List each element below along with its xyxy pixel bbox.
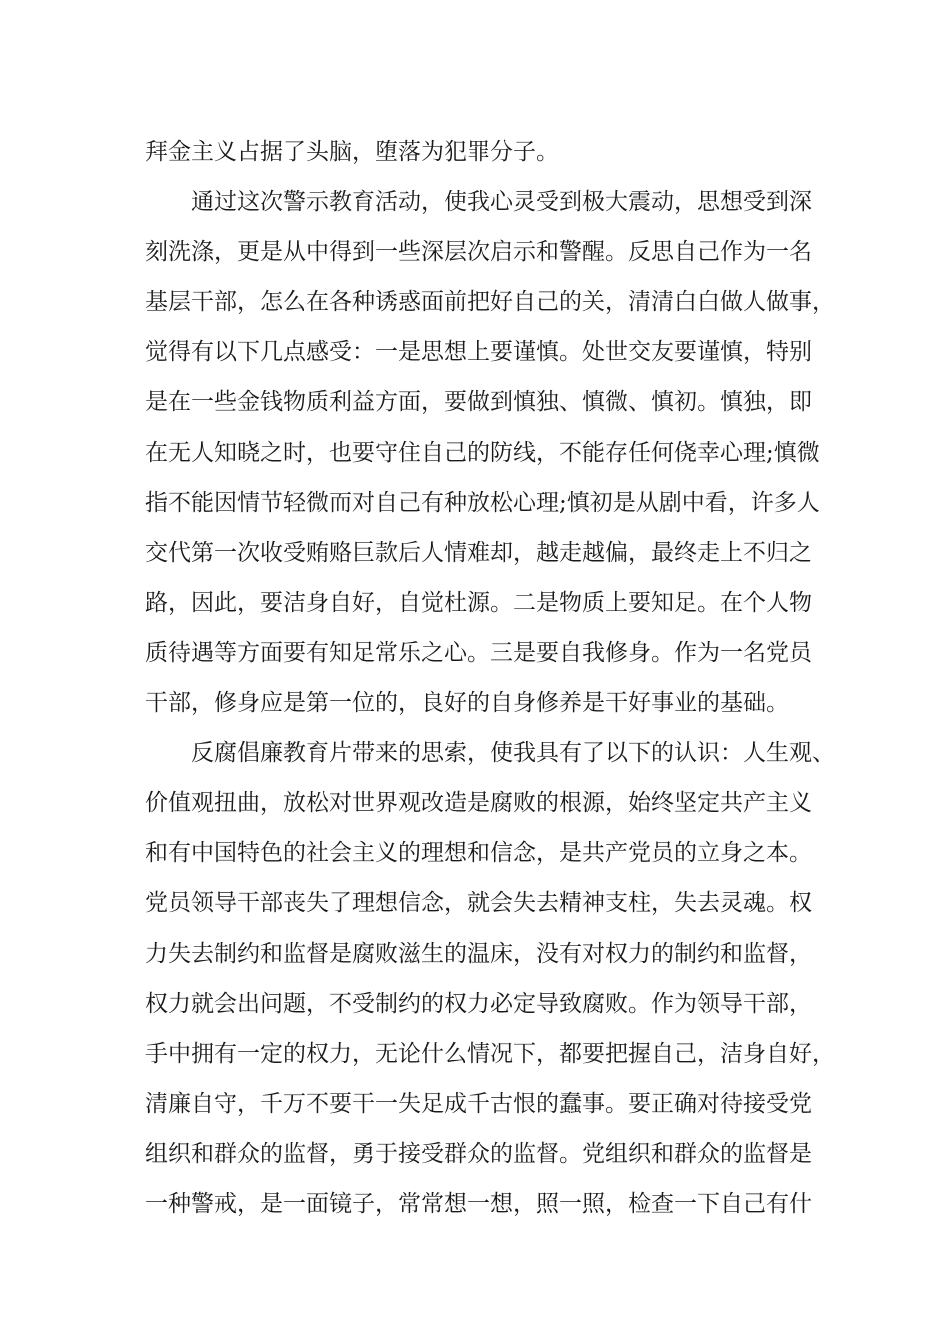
text-line: 拜金主义占据了头脑，堕落为犯罪分子。 — [145, 139, 559, 165]
text-line: 路，因此，要洁身自好，自觉杜源。二是物质上要知足。在个人物 — [145, 589, 812, 616]
text-line: 组织和群众的监督，勇于接受群众的监督。党组织和群众的监督是 — [145, 1140, 812, 1167]
text-line: 和有中国特色的社会主义的理想和信念，是共产党员的立身之本。 — [145, 840, 812, 867]
text-line: 刻洗涤，更是从中得到一些深层次启示和警醒。反思自己作为一名 — [145, 239, 812, 266]
text-line: 价值观扭曲，放松对世界观改造是腐败的根源，始终坚定共产主义 — [145, 790, 812, 817]
text-line: 一种警戒，是一面镜子，常常想一想，照一照，检查一下自己有什 — [145, 1190, 812, 1217]
text-line: 权力就会出问题，不受制约的权力必定导致腐败。作为领导干部， — [145, 990, 812, 1017]
text-line: 清廉自守，千万不要干一失足成千古恨的蠢事。要正确对待接受党 — [145, 1090, 812, 1117]
paragraph-start-line: 反腐倡廉教育片带来的思索，使我具有了以下的认识：人生观、 — [191, 740, 835, 767]
body-text — [145, 127, 835, 1229]
text-line: 是在一些金钱物质利益方面，要做到慎独、慎微、慎初。慎独，即 — [145, 389, 812, 416]
text-line: 觉得有以下几点感受：一是思想上要谨慎。处世交友要谨慎，特别 — [145, 339, 812, 366]
text-line: 指不能因情节轻微而对自己有种放松心理;慎初是从剧中看，许多人 — [145, 489, 820, 516]
text-line: 党员领导干部丧失了理想信念，就会失去精神支柱，失去灵魂。权 — [145, 890, 812, 917]
text-line: 干部，修身应是第一位的，良好的自身修养是干好事业的基础。 — [145, 690, 789, 717]
text-line: 基层干部，怎么在各种诱惑面前把好自己的关，清清白白做人做事， — [145, 289, 835, 316]
text-line: 在无人知晓之时，也要守住自己的防线，不能存任何侥幸心理;慎微 — [145, 439, 820, 466]
text-line: 手中拥有一定的权力，无论什么情况下，都要把握自己，洁身自好， — [145, 1040, 835, 1067]
text-line: 质待遇等方面要有知足常乐之心。三是要自我修身。作为一名党员 — [145, 639, 812, 666]
text-line: 力失去制约和监督是腐败滋生的温床，没有对权力的制约和监督， — [145, 940, 812, 967]
paragraph-start-line: 通过这次警示教育活动，使我心灵受到极大震动，思想受到深 — [191, 189, 812, 216]
text-line: 交代第一次收受贿赂巨款后人情难却，越走越偏，最终走上不归之 — [145, 539, 812, 566]
